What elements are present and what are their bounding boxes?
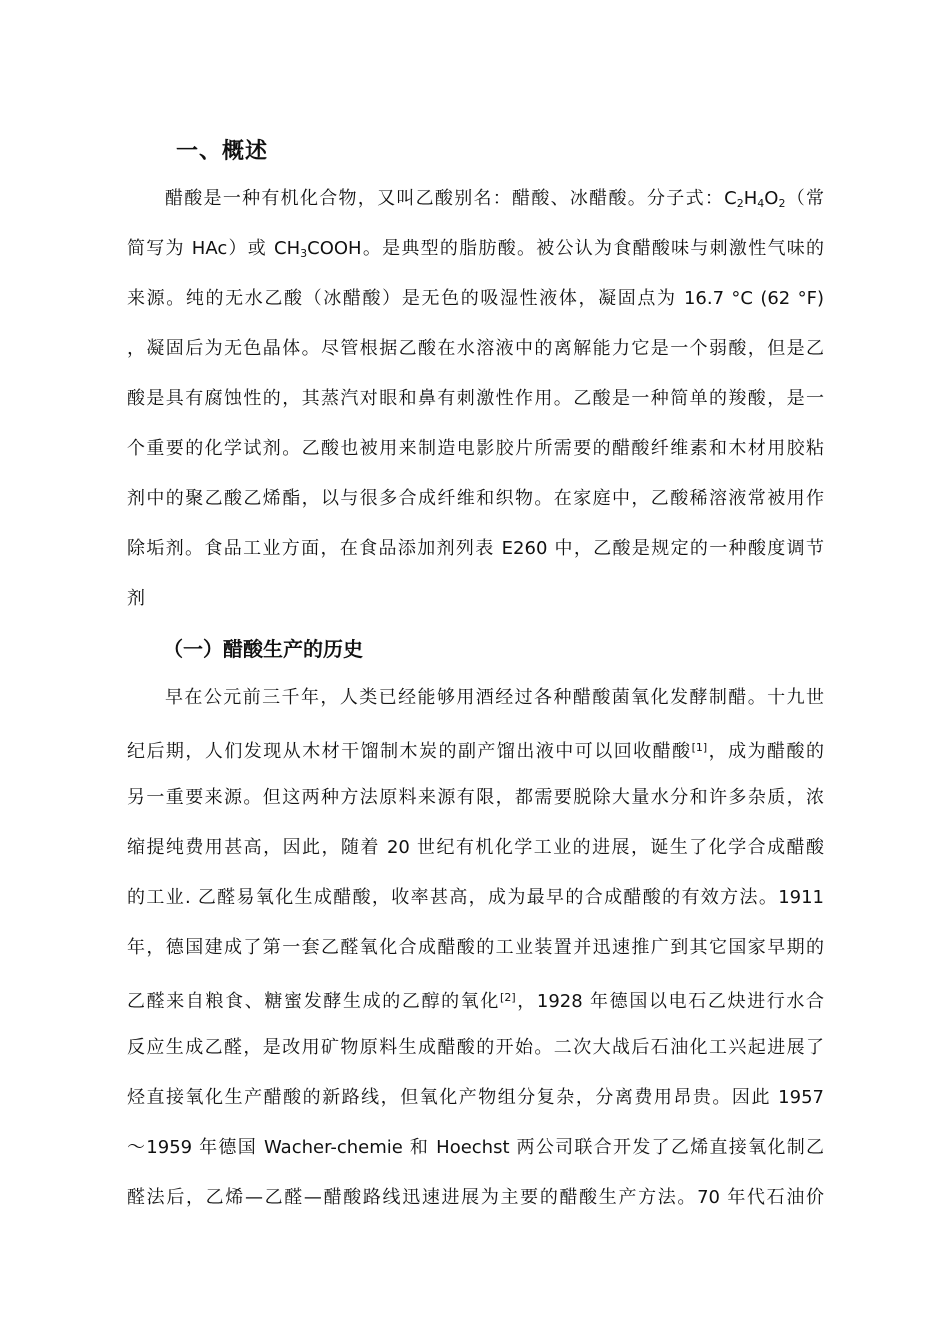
paragraph-line: 除垢剂。食品工业方面，在食品添加剂列表 E260 中，乙酸是规定的一种酸度调节	[127, 538, 824, 559]
paragraph-line: ，凝固后为无色晶体。尽管根据乙酸在水溶液中的离解能力它是一个弱酸，但是乙	[127, 338, 824, 359]
paragraph-line: 个重要的化学试剂。乙酸也被用来制造电影胶片所需要的醋酸纤维素和木材用胶粘	[127, 438, 824, 459]
paragraph-line: 烃直接氧化生产醋酸的新路线，但氧化产物组分复杂，分离费用昂贵。因此 1957	[127, 1087, 824, 1108]
paragraph-line: 醋酸是一种有机化合物，又叫乙酸别名：醋酸、冰醋酸。分子式：$C_2H_4O_2$（常	[165, 188, 824, 210]
paragraph-line: 纪后期，人们发现从木材干馏制木炭的副产馏出液中可以回收醋酸[1]，成为醋酸的	[127, 741, 824, 762]
paragraph-line: 乙醛来自粮食、糖蜜发酵生成的乙醇的氧化[2]，1928 年德国以电石乙炔进行水合	[127, 991, 825, 1012]
paragraph-line: 反应生成乙醛，是改用矿物原料生成醋酸的开始。二次大战后石油化工兴起进展了	[127, 1037, 824, 1058]
paragraph-line: 醛法后，乙烯—乙醛—醋酸路线迅速进展为主要的醋酸生产方法。70 年代石油价	[127, 1187, 824, 1208]
paragraph-line: 缩提纯费用甚高，因此，随着 20 世纪有机化学工业的进展，诞生了化学合成醋酸	[127, 837, 824, 858]
formula-subscript: 3	[300, 247, 308, 260]
paragraph-line: 早在公元前三千年，人类已经能够用酒经过各种醋酸菌氧化发酵制醋。十九世	[165, 687, 824, 708]
section-heading-history: （一）醋酸生产的历史	[163, 637, 363, 661]
citation-ref[interactable]: [1]	[691, 741, 708, 754]
paragraph-line: 来源。纯的无水乙酸（冰醋酸）是无色的吸湿性液体，凝固点为 16.7 °C (62 °F)	[127, 288, 824, 309]
paragraph-line: 剂	[127, 588, 145, 609]
formula-c2h4o2: $C_2H_4O_2$	[724, 188, 786, 210]
paragraph-line: ～1959 年德国 Wacher-chemie 和 Hoechst 两公司联合开发了乙烯直接氧化制乙	[127, 1137, 824, 1158]
citation-ref[interactable]: [2]	[500, 991, 516, 1004]
paragraph-line: 的工业. 乙醛易氧化生成醋酸，收率甚高，成为最早的合成醋酸的有效方法。1911	[127, 887, 824, 908]
paragraph-line: 酸是具有腐蚀性的，其蒸汽对眼和鼻有刺激性作用。乙酸是一种简单的羧酸，是一	[127, 388, 824, 409]
paragraph-line: 简写为 HAc）或 $CH_3COOH$。是典型的脂肪酸。被公认为食醋酸味与刺激性气味的	[127, 238, 824, 260]
paragraph-line: 另一重要来源。但这两种方法原料来源有限，都需要脱除大量水分和许多杂质，浓	[127, 787, 824, 808]
paragraph-line: 年，德国建成了第一套乙醛氧化合成醋酸的工业装置并迅速推广到其它国家早期的	[127, 937, 824, 958]
paragraph-line: 剂中的聚乙酸乙烯酯，以与很多合成纤维和织物。在家庭中，乙酸稀溶液常被用作	[127, 488, 824, 509]
section-heading-overview: 一、概述	[176, 139, 269, 164]
